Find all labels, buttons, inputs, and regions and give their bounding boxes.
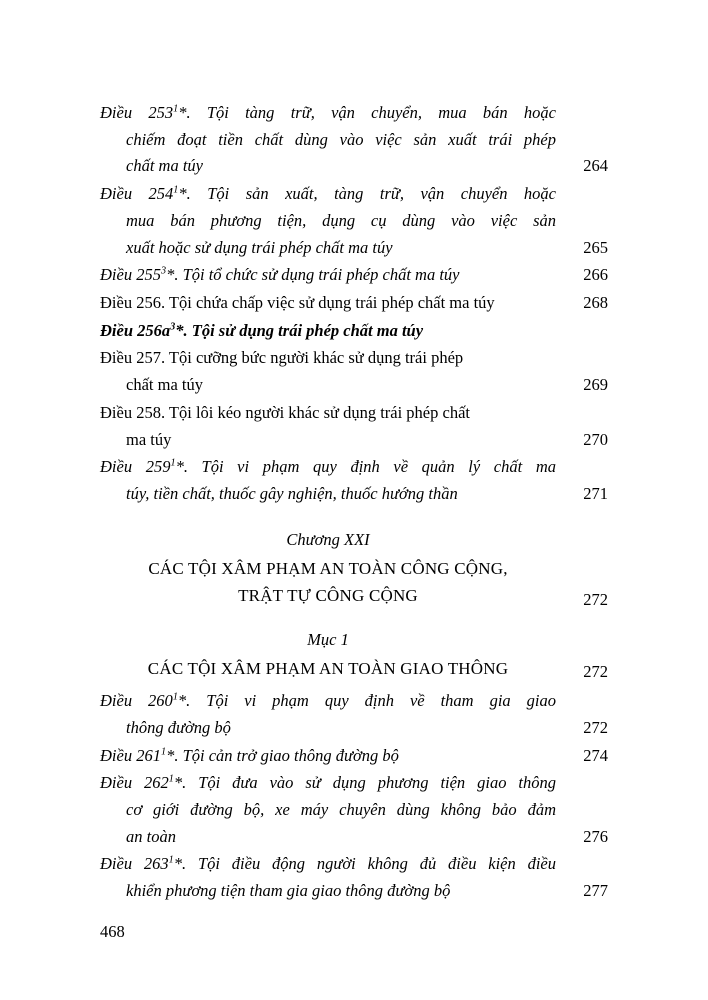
toc-entry-line-text-after: *. Tội sử dụng trái phép chất ma túy	[175, 320, 424, 340]
toc-entry-page-number: 274	[583, 745, 608, 765]
toc-entry-line-text: chất ma túy	[126, 156, 203, 176]
section-heading-block	[100, 626, 608, 682]
toc-entry-superscript: 1	[170, 457, 176, 469]
toc-entry-page-number: 271	[583, 484, 608, 504]
toc-entry-line	[100, 318, 556, 345]
toc-entry-page-number: 277	[583, 881, 608, 901]
toc-entry-line	[100, 688, 556, 715]
section-name: Mục 1	[307, 629, 349, 649]
toc-entry-line-text: chất ma túy	[126, 375, 203, 395]
toc-entry[interactable]	[100, 181, 608, 261]
toc-entry[interactable]	[100, 345, 608, 398]
toc-entry-line	[100, 345, 556, 372]
toc-entry-line	[100, 878, 556, 905]
page-folio-number: 468	[100, 922, 125, 941]
toc-entry-page-number: 270	[583, 429, 608, 449]
toc-entry-page-number: 272	[583, 717, 608, 737]
toc-entry[interactable]	[100, 318, 608, 345]
toc-entry-line-text: Điều 258. Tội lôi kéo người khác sử dụng trái phép chất	[100, 402, 470, 422]
toc-entry-text	[100, 318, 568, 345]
toc-entry-line-text: Điều 255	[100, 265, 161, 285]
toc-entry-line	[100, 235, 556, 262]
toc-entry-line-text: Điều 259	[100, 457, 171, 477]
toc-entry-line-text: xuất hoặc sử dụng trái phép chất ma túy	[126, 237, 393, 257]
toc-entry-line	[100, 372, 556, 399]
toc-entry-line	[100, 454, 556, 481]
toc-entry-superscript: 3	[170, 321, 176, 333]
toc-entry-line-text-after: *. Tội sản xuất, tàng trữ, vận chuyển hoặc	[178, 184, 557, 204]
toc-entry-line	[100, 427, 556, 454]
toc-entry-line	[100, 127, 556, 154]
table-of-contents	[100, 100, 608, 905]
toc-entry-line	[100, 290, 556, 317]
toc-entry-line-text: Điều 263	[100, 854, 169, 874]
toc-entry-line-text: an toàn	[126, 826, 176, 846]
toc-entries-group-drugs	[100, 100, 608, 508]
chapter-title-line-2: TRẬT TỰ CÔNG CỘNG	[238, 586, 418, 606]
toc-entry-superscript: 1	[173, 184, 179, 196]
toc-entry-superscript: 1	[172, 691, 178, 703]
toc-entry-page-number: 265	[583, 237, 608, 257]
toc-entry-line	[100, 262, 556, 289]
toc-entry-line-text: khiển phương tiện tham gia giao thông đường bộ	[126, 881, 451, 901]
toc-entry-line-text: Điều 262	[100, 773, 169, 793]
toc-entry-page-number: 264	[583, 156, 608, 176]
toc-entry[interactable]	[100, 454, 608, 507]
toc-entry-superscript: 1	[173, 103, 179, 115]
toc-entry-text	[100, 181, 568, 261]
chapter-title-line-1: CÁC TỘI XÂM PHẠM AN TOÀN CÔNG CỘNG,	[148, 558, 508, 578]
section-page-number: 272	[583, 662, 608, 682]
chapter-heading-text	[100, 526, 568, 610]
toc-entry-line-text-after: *. Tội vi phạm quy định về quản lý chất ma	[175, 457, 557, 477]
toc-entry-line-text: Điều 260	[100, 691, 173, 711]
toc-entry[interactable]	[100, 400, 608, 453]
toc-entry-line-text-after: *. Tội tàng trữ, vận chuyển, mua bán hoặc	[178, 103, 557, 122]
toc-entry-line-text: Điều 261	[100, 745, 161, 765]
toc-entry-line	[100, 797, 556, 824]
toc-entry-line-text-after: *. Tội tổ chức sử dụng trái phép chất ma túy	[166, 265, 460, 285]
toc-entry-superscript: 1	[168, 773, 174, 785]
toc-entry-superscript: 1	[160, 746, 167, 758]
toc-entry-line-text: Điều 253	[100, 103, 174, 122]
toc-entry-line	[100, 743, 556, 770]
toc-entry-text	[100, 345, 568, 398]
toc-entry-line	[100, 715, 556, 742]
section-heading-text	[100, 626, 568, 682]
toc-entry-text	[100, 743, 568, 770]
toc-entry[interactable]	[100, 851, 608, 904]
toc-entry-line-text-after: *. Tội cản trở giao thông đường bộ	[166, 745, 399, 765]
toc-entry[interactable]	[100, 688, 608, 741]
toc-entry-line	[100, 824, 556, 851]
toc-entry-line-text: thông đường bộ	[126, 717, 231, 737]
toc-entry-line	[100, 181, 556, 208]
toc-entry-line-text: ma túy	[126, 429, 172, 449]
toc-entry[interactable]	[100, 290, 608, 317]
toc-entry[interactable]	[100, 770, 608, 850]
toc-entry-line-text-after: *. Tội đưa vào sử dụng phương tiện giao thông	[173, 773, 556, 793]
toc-entry-line-text: Điều 256. Tội chứa chấp việc sử dụng trái phép chất ma túy	[100, 293, 495, 313]
toc-entry-line	[100, 400, 556, 427]
chapter-name: Chương XXI	[286, 529, 370, 549]
toc-entry-page-number: 268	[583, 293, 608, 313]
chapter-page-number: 272	[583, 589, 608, 609]
toc-entry-text	[100, 290, 568, 317]
toc-entry-text	[100, 262, 568, 289]
section-title: CÁC TỘI XÂM PHẠM AN TOÀN GIAO THÔNG	[147, 658, 509, 678]
toc-entry-page-number: 276	[583, 826, 608, 846]
toc-entry-line-text: túy, tiền chất, thuốc gây nghiện, thuốc hướng thần	[126, 484, 458, 504]
chapter-heading-block	[100, 526, 608, 610]
toc-entry-line	[100, 100, 556, 127]
toc-entry-text	[100, 851, 568, 904]
toc-entry-text	[100, 454, 568, 507]
toc-entries-group-traffic	[100, 688, 608, 905]
toc-entry-line-text: Điều 257. Tội cưỡng bức người khác sử dụng trái phép	[100, 348, 464, 368]
toc-entry-line-text-after: *. Tội vi phạm quy định về tham gia giao	[177, 691, 556, 711]
toc-entry-page-number: 269	[583, 375, 608, 395]
toc-entry-line-text: chiếm đoạt tiền chất dùng vào việc sản xuất trái phép	[126, 129, 556, 149]
toc-entry-text	[100, 688, 568, 741]
toc-entry-text	[100, 100, 568, 180]
toc-entry-line	[100, 208, 556, 235]
toc-entry-page-number: 266	[583, 265, 608, 285]
toc-entry-text	[100, 770, 568, 850]
toc-entry-text	[100, 400, 568, 453]
toc-entry[interactable]	[100, 262, 608, 289]
toc-entry[interactable]	[100, 100, 608, 180]
toc-entry-line-text: Điều 254	[100, 184, 174, 204]
toc-entry-line	[100, 153, 556, 180]
toc-entry-superscript: 3	[160, 265, 167, 277]
toc-entry-line-text: cơ giới đường bộ, xe máy chuyên dùng không bảo đảm	[126, 800, 556, 819]
toc-entry-line	[100, 481, 556, 508]
toc-entry-line	[100, 770, 556, 797]
toc-entry-superscript: 1	[168, 854, 174, 866]
toc-entry-line-text: Điều 256a	[100, 320, 171, 340]
toc-entry-line	[100, 851, 556, 878]
toc-entry[interactable]	[100, 743, 608, 770]
toc-entry-line-text-after: *. Tội điều động người không đủ điều kiện điều	[173, 854, 556, 874]
toc-entry-line-text: mua bán phương tiện, dụng cụ dùng vào việc sản	[126, 210, 556, 230]
